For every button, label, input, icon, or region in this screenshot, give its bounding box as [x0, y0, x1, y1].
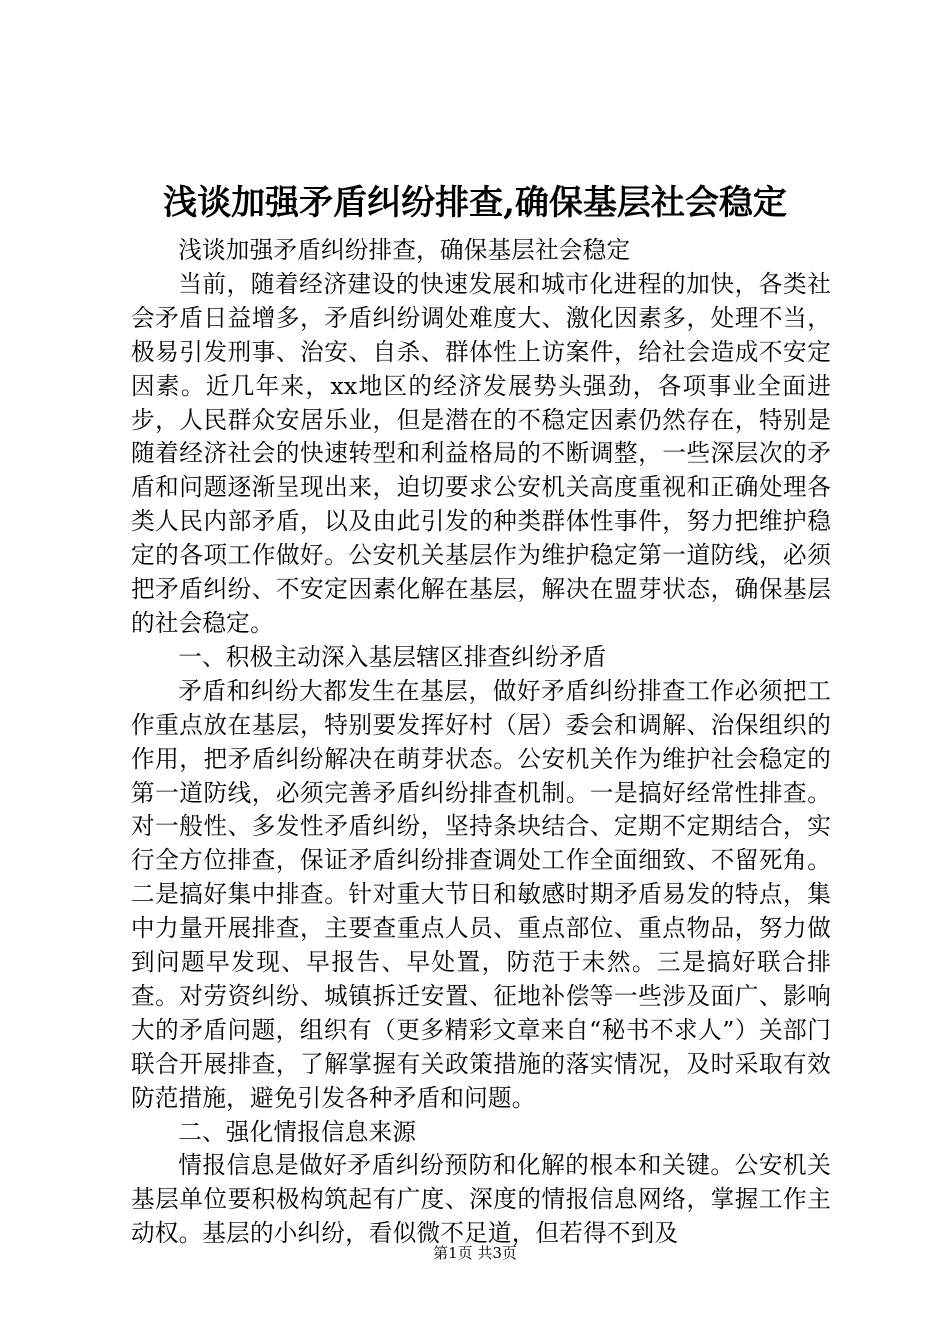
- page-footer: 第1页 共3页: [433, 1244, 517, 1262]
- paragraph-section-2: 情报信息是做好矛盾纠纷预防和化解的根本和关键。公安机关基层单位要积极构筑起有广度、深度的情报信息网络，掌握工作主动权。基层的小纠纷，看似微不足道，但若得不到及: [131, 1151, 831, 1248]
- paragraph-intro: 当前，随着经济建设的快速发展和城市化进程的加快，各类社会矛盾日益增多，矛盾纠纷调处难度大、激化因素多，处理不当，极易引发刑事、治安、自杀、群体性上访案件，给社会造成不安定因素。近几年来，xx地区的经济发展势头强劲，各项事业全面进步，人民群众安居乐业，但是潜在的不稳定因素仍然存在，特别是随着经济社会的快速转型和利益格局的不断调整，一些深层次的矛盾和问题逐渐呈现出来，迫切要求公安机关高度重视和正确处理各类人民内部矛盾，以及由此引发的种类群体性事件，努力把维护稳定的各项工作做好。公安机关基层作为维护稳定第一道防线，必须把矛盾纠纷、不安定因素化解在基层，解决在盟芽状态，确保基层的社会稳定。: [131, 269, 831, 637]
- section-heading-2: 二、强化情报信息来源: [178, 1117, 417, 1146]
- section-heading-1: 一、积极主动深入基层辖区排查纠纷矛盾: [178, 642, 607, 671]
- document-body: [131, 234, 831, 1251]
- subtitle-line: 浅谈加强矛盾纠纷排查，确保基层社会稳定: [178, 236, 631, 264]
- paragraph-section-1: 矛盾和纠纷大都发生在基层，做好矛盾纠纷排查工作必须把工作重点放在基层，特别要发挥好村（居）委会和调解、治保组织的作用，把矛盾纠纷解决在萌芽状态。公安机关作为维护社会稳定的第一道防线，必须完善矛盾纠纷排查机制。一是搞好经常性排查。对一般性、多发性矛盾纠纷，坚持条块结合、定期不定期结合，实行全方位排查，保证矛盾纠纷排查调处工作全面细致、不留死角。二是搞好集中排查。针对重大节日和敏感时期矛盾易发的特点，集中力量开展排查，主要查重点人员、重点部位、重点物品，努力做到问题早发现、早报告、早处置，防范于未然。三是搞好联合排查。对劳资纠纷、城镇拆迁安置、征地补偿等一些涉及面广、影响大的矛盾问题，组织有（更多精彩文章来自“秘书不求人”）关部门联合开展排查，了解掌握有关政策措施的落实情况，及时采取有效防范措施，避免引发各种矛盾和问题。: [131, 676, 831, 1112]
- document-title: 浅谈加强矛盾纠纷排查,确保基层社会稳定: [163, 183, 787, 223]
